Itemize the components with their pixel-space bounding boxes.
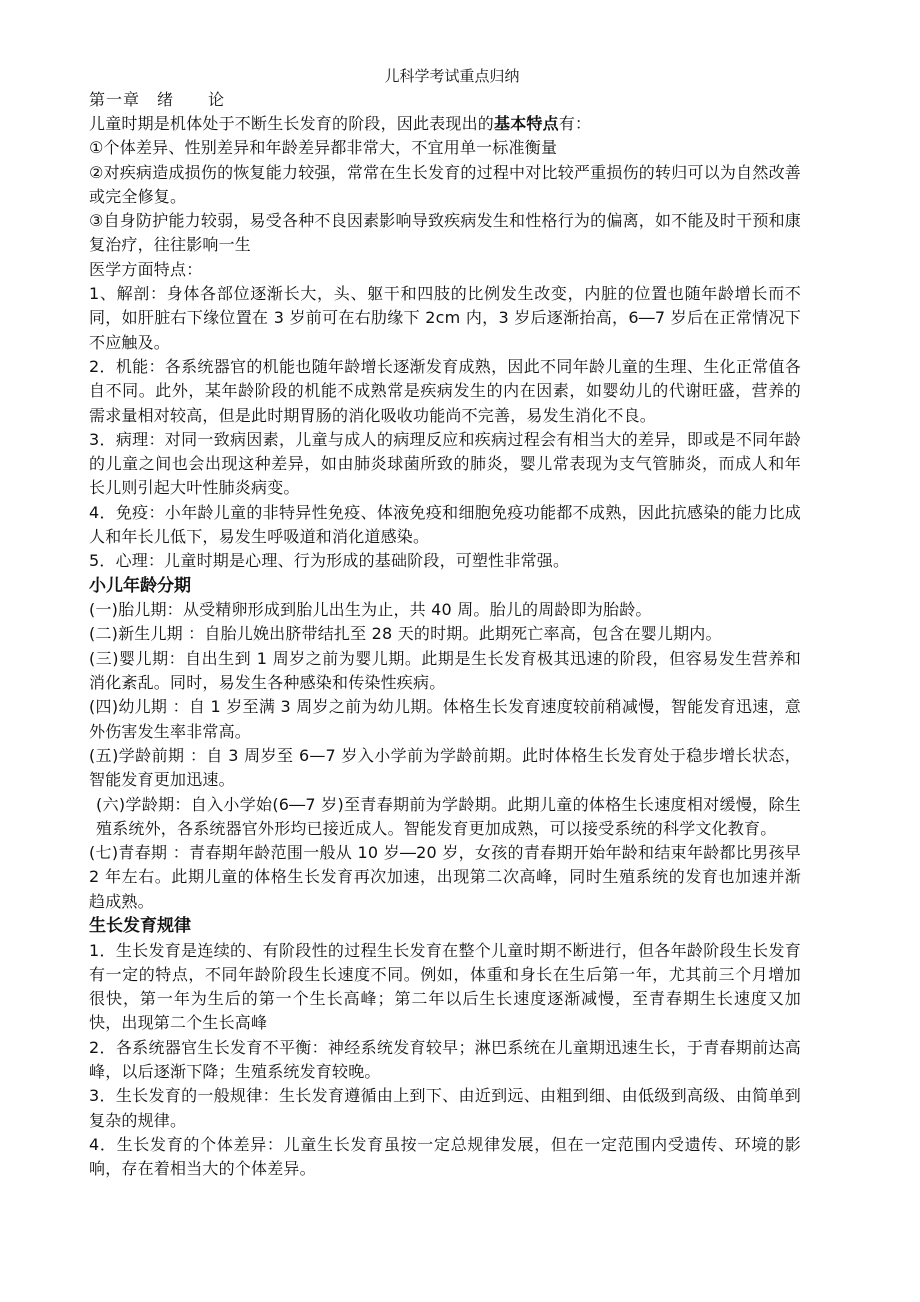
age-period-item: (七)青春期 ：青春期年龄范围一般从 10 岁―20 岁，女孩的青春期开始年龄和结束年龄都比男孩早 2 年左右。此期儿童的体格生长发育再次加速，出现第二次高峰，同时生殖系统的发育也加速并渐趋成熟。 [89,843,801,911]
growth-rule-item: 1．生长发育是连续的、有阶段性的过程生长发育在整个儿童时期不断进行，但各年龄阶段生长发育有一定的特点，不同年龄阶段生长速度不同。例如，体重和身长在生后第一年，尤其前三个月增加很快，第一年为生后的第一个生长高峰；第二年以后生长速度逐渐减慢，至青春期生长速度又加快，出现第二个生长高峰 [89,940,801,1033]
growth-rules-heading: 生长发育规律 [89,916,191,936]
age-period-item: (三)婴儿期：自出生到 1 周岁之前为婴儿期。此期是生长发育极其迅速的阶段，但容易发生营养和消化紊乱。同时，易发生各种感染和传染性疾病。 [89,648,801,693]
document-page [89,66,801,1181]
basic-point: ②对疾病造成损伤的恢复能力较强，常常在生长发育的过程中对比较严重损伤的转归可以为自然改善或完全修复。 [89,162,801,206]
medical-point: 5．心理：儿童时期是心理、行为形成的基础阶段，可塑性非常强。 [89,551,570,571]
age-period-item: (六)学龄期：自入小学始(6―7 岁)至青春期前为学龄期。此期儿童的体格生长速度相对缓慢，除生殖系统外，各系统器官外形均已接近成人。智能发育更加成熟，可以接受系统的科学文化教育。 [96,794,801,838]
age-period-item: (一)胎儿期：从受精卵形成到胎儿出生为止，共 40 周。胎儿的周龄即为胎龄。 [89,600,652,620]
growth-rule-item: 4．生长发育的个体差异：儿童生长发育虽按一定总规律发展，但在一定范围内受遗传、环境的影响，存在着相当大的个体差异。 [89,1134,801,1179]
medical-point: 2．机能：各系统器官的机能也随年龄增长逐渐发育成熟，因此不同年龄儿童的生理、生化正常值各自不同。此外，某年龄阶段的机能不成熟常是疾病发生的内在因素，如婴幼儿的代谢旺盛，营养的需求量相对较高，但是此时期胃肠的消化吸收功能尚不完善，易发生消化不良。 [89,356,801,425]
intro-suffix: 有： [558,114,592,133]
basic-point: ③自身防护能力较弱，易受各种不良因素影响导致疾病发生和性格行为的偏离，如不能及时干预和康复治疗，往往影响一生 [89,211,801,255]
intro-paragraph [89,112,801,136]
document-title: 儿科学考试重点归纳 [384,67,520,85]
intro-bold-term: 基本特点 [494,114,559,133]
age-period-item: (二)新生儿期 ：自胎儿娩出脐带结扎至 28 天的时期。此期死亡率高，包含在婴儿期内。 [89,624,722,644]
chapter-heading: 第一章 绪 论 [89,90,226,109]
growth-rule-item: 3．生长发育的一般规律：生长发育遵循由上到下、由近到远、由粗到细、由低级到高级、由简单到复杂的规律。 [89,1086,801,1130]
age-period-item: (四)幼儿期 ：自 1 岁至满 3 周岁之前为幼儿期。体格生长发育速度较前稍减慢，智能发育迅速，意外伤害发生率非常高。 [89,697,801,741]
medical-point: 3．病理：对同一致病因素，儿童与成人的病理反应和疾病过程会有相当大的差异，即或是不同年龄的儿童之间也会出现这种差异，如由肺炎球菌所致的肺炎，婴儿常表现为支气管肺炎，而成人和年长儿则引起大叶性肺炎病变。 [89,429,801,498]
medical-point: 4．免疫：小年龄儿童的非特异性免疫、体液免疫和细胞免疫功能都不成熟，因此抗感染的能力比成人和年长儿低下，易发生呼吸道和消化道感染。 [89,502,801,547]
intro-text: 儿童时期是机体处于不断生长发育的阶段，因此表现出的 [89,114,495,133]
basic-point: ①个体差异、性别差异和年龄差异都非常大，不宜用单一标准衡量 [89,138,558,158]
medical-point: 1、解剖：身体各部位逐渐长大，头、躯干和四肢的比例发生改变，内脏的位置也随年龄增长而不同，如肝脏右下缘位置在 3 岁前可在右肋缘下 2cm 内，3 岁后逐渐抬高，6―7 岁后在正常情况下不应触及。 [89,284,801,352]
age-stages-heading: 小儿年龄分期 [89,575,191,596]
age-period-item: (五)学龄前期 ：自 3 周岁至 6—7 岁入小学前为学龄前期。此时体格生长发育处于稳步增长状态，智能发育更加迅速。 [89,745,801,790]
growth-rule-item: 2．各系统器官生长发育不平衡：神经系统发育较早；淋巴系统在儿童期迅速生长，于青春期前达高峰，以后逐渐下降；生殖系统发育较晚。 [89,1037,801,1081]
medical-features-heading: 医学方面特点： [89,259,203,279]
